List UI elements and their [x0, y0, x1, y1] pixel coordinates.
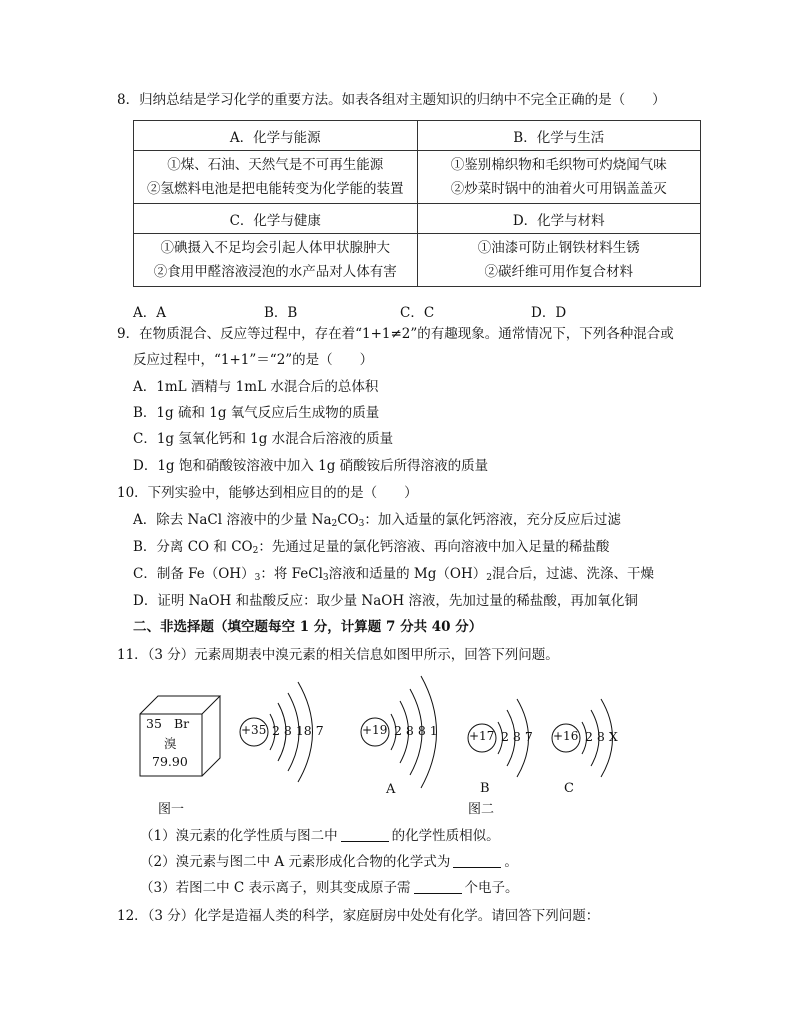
atom-a-nucleus-charge: +19 [362, 723, 388, 737]
q8-a-item-2: ②氢燃料电池是把电能转变为化学能的装置 [147, 181, 404, 197]
q10-c-text-4: 混合后，过滤、洗涤、干燥 [491, 566, 654, 582]
q11-sub-1-text-b: 的化学性质相似。 [391, 828, 500, 844]
figure-2-caption: 图二 [468, 802, 495, 817]
q8-cell-c-title: C．化学与健康 [134, 204, 418, 234]
q11-sub-2-blank[interactable] [453, 853, 501, 868]
q10-c-sub-1: 3 [254, 573, 261, 583]
section-header: 二、非选择题（填空题每空 1 分，计算题 7 分共 40 分） [133, 619, 483, 635]
q9-option-b[interactable]: B．1g 硫和 1g 氧气反应后生成物的质量 [133, 405, 380, 421]
cube-symbol: Br [174, 716, 190, 731]
cube-side-face [202, 696, 220, 776]
q8-b-item-2: ②炒菜时锅中的油着火可用锅盖盖灭 [450, 181, 667, 197]
cube-top-face [140, 696, 220, 714]
cube-mass: 79.90 [152, 754, 188, 769]
q8-stem: 8．归纳总结是学习化学的重要方法。如表各组对主题知识的归纳中不完全正确的是（ ） [117, 92, 666, 108]
cube-name: 溴 [164, 736, 177, 751]
q8-c-item-1: ①碘摄入不足均会引起人体甲状腺肿大 [160, 240, 390, 256]
cube-atomic-number: 35 [146, 716, 162, 731]
q10-option-b[interactable] [133, 537, 609, 557]
q11-sub-1-text-a: （1）溴元素的化学性质与图二中 [140, 828, 338, 844]
q8-d-item-2: ②碳纤维可用作复合材料 [484, 264, 633, 280]
q11-sub-2 [140, 852, 518, 872]
q8-option-b[interactable]: B．B [264, 305, 298, 321]
q8-option-a[interactable]: A．A [133, 305, 166, 321]
q11-sub-3 [140, 878, 519, 898]
q10-option-a[interactable] [133, 510, 621, 530]
q10-c-text-3: 溶液和适量的 Mg（OH） [328, 566, 487, 582]
q8-cell-b-title: B．化学与生活 [417, 121, 701, 151]
atom-c-shell-electrons: 2 8 X [585, 729, 618, 744]
q11-sub-1-blank[interactable] [341, 827, 389, 842]
q11-sub-1 [140, 826, 500, 846]
q10-c-text-1: C．制备 Fe（OH） [133, 566, 255, 582]
atom-b-shell-electrons: 2 8 7 [501, 729, 533, 744]
atom-b-nucleus-charge: +17 [469, 729, 495, 743]
q10-stem: 10．下列实验中，能够达到相应目的的是（ ） [117, 485, 418, 501]
q10-option-c[interactable] [133, 564, 654, 584]
q9-option-a[interactable]: A．1mL 酒精与 1mL 水混合后的总体积 [133, 379, 379, 395]
q8-cell-c-items [134, 234, 418, 287]
figure-1-caption: 图一 [158, 802, 185, 817]
q10-b-sub-1: 2 [252, 546, 259, 556]
q10-c-sub-3: 2 [486, 573, 492, 583]
q11-sub-3-text-b: 个电子。 [464, 880, 519, 896]
q9-option-c[interactable]: C．1g 氢氧化钙和 1g 水混合后溶液的质量 [133, 431, 394, 447]
q8-cell-b-items [417, 151, 701, 204]
q9-stem-line2: 反应过程中，“1+1”＝“2”的是（ ） [133, 352, 374, 368]
q10-a-sub-2: 3 [358, 519, 365, 529]
q8-option-d[interactable]: D．D [531, 305, 567, 321]
q10-c-text-2: ：将 FeCl [260, 566, 323, 582]
q11-sub-3-blank[interactable] [414, 879, 462, 894]
atom-b-label: B [480, 781, 490, 796]
q9-stem-line1: 9．在物质混合、反应等过程中，存在着“1+1≠2”的有趣现象。通常情况下，下列各种混合或 [117, 326, 674, 342]
atom-a-shell-electrons: 2 8 8 1 [394, 723, 438, 738]
atom-c-nucleus-charge: +16 [553, 729, 579, 743]
q8-option-c[interactable]: C．C [400, 305, 435, 321]
atom-a-label: A [386, 782, 396, 797]
q10-b-text-2: ：先通过足量的氯化钙溶液、再向溶液中加入足量的稀盐酸 [258, 539, 610, 555]
q11-sub-2-text-a: （2）溴元素与图二中 A 元素形成化合物的化学式为 [140, 854, 451, 870]
q11-figure [130, 670, 650, 820]
br-shell-electrons: 2 8 18 7 [272, 723, 324, 738]
q11-sub-2-text-b: 。 [504, 854, 518, 870]
q10-a-sub-1: 2 [331, 519, 338, 529]
q11-sub-3-text-a: （3）若图二中 C 表示离子，则其变成原子需 [140, 880, 411, 896]
q8-d-item-1: ①油漆可防止钢铁材料生锈 [477, 240, 640, 256]
q8-cell-a-title: A．化学与能源 [134, 121, 418, 151]
q8-a-item-1: ①煤、石油、天然气是不可再生能源 [167, 157, 384, 173]
q8-cell-d-title: D．化学与材料 [417, 204, 701, 234]
q8-table [133, 120, 701, 287]
br-nucleus-charge: +35 [241, 723, 267, 737]
q10-a-text-1: A．除去 NaCl 溶液中的少量 Na [133, 512, 332, 528]
q10-a-text-3: ：加入适量的氯化钙溶液，充分反应后过滤 [364, 512, 621, 528]
q8-cell-a-items [134, 151, 418, 204]
q8-b-item-1: ①鉴别棉织物和毛织物可灼烧闻气味 [450, 157, 667, 173]
q10-a-text-2: CO [337, 512, 359, 528]
q8-c-item-2: ②食用甲醛溶液浸泡的水产品对人体有害 [153, 264, 397, 280]
q9-option-d[interactable]: D．1g 饱和硝酸铵溶液中加入 1g 硝酸铵后所得溶液的质量 [133, 458, 489, 474]
q10-option-d[interactable]: D．证明 NaOH 和盐酸反应：取少量 NaOH 溶液，先加过量的稀盐酸，再加氧化铜 [133, 593, 638, 609]
q11-stem: 11．（3 分）元素周期表中溴元素的相关信息如图甲所示，回答下列问题。 [117, 647, 559, 663]
q12-stem: 12．（3 分）化学是造福人类的科学，家庭厨房中处处有化学。请回答下列问题： [117, 908, 600, 924]
q11-figure-drawing [130, 670, 650, 820]
q8-cell-d-items [417, 234, 701, 287]
q10-b-text-1: B．分离 CO 和 CO [133, 539, 253, 555]
q10-c-sub-2: 3 [322, 573, 329, 583]
atom-c-label: C [564, 781, 574, 796]
